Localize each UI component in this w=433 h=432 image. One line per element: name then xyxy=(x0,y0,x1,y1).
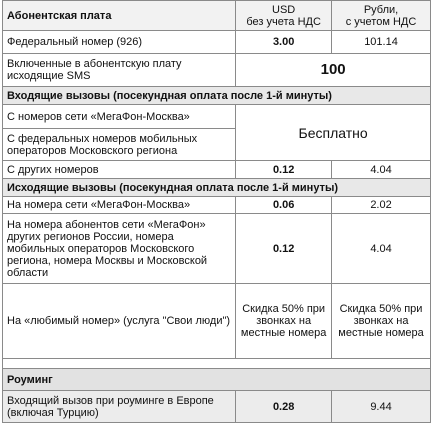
incoming-megafon-row xyxy=(3,105,431,129)
federal-rub: 101.14 xyxy=(332,31,431,54)
outgoing-regions-row xyxy=(3,214,431,284)
outgoing-megafon-rub: 2.02 xyxy=(332,197,431,214)
favorite-label: На «любимый номер» (услуга "Свои люди") xyxy=(3,284,236,359)
federal-label: Федеральный номер (926) xyxy=(3,31,236,54)
header-row xyxy=(3,1,431,31)
header-title: Абонентская плата xyxy=(3,1,236,31)
incoming-other-usd: 0.12 xyxy=(236,161,332,179)
outgoing-section-title: Исходящие вызовы (посекундная оплата после 1-й минуты) xyxy=(3,179,431,197)
tariff-table xyxy=(2,0,431,423)
outgoing-section-row xyxy=(3,179,431,197)
incoming-section-row xyxy=(3,87,431,105)
incoming-megafon-label: С номеров сети «МегаФон-Москва» xyxy=(3,105,236,129)
incoming-other-row xyxy=(3,161,431,179)
favorite-row xyxy=(3,284,431,359)
federal-usd: 3.00 xyxy=(236,31,332,54)
spacer-row xyxy=(3,359,431,369)
header-usd-line1: USD xyxy=(272,3,296,16)
header-rub xyxy=(332,1,431,31)
incoming-other-label: С других номеров xyxy=(3,161,236,179)
outgoing-megafon-label: На номера сети «МегаФон-Москва» xyxy=(3,197,236,214)
roaming-incoming-rub: 9.44 xyxy=(332,391,431,423)
incoming-other-rub: 4.04 xyxy=(332,161,431,179)
outgoing-megafon-usd: 0.06 xyxy=(236,197,332,214)
roaming-section-title: Роуминг xyxy=(3,369,431,391)
outgoing-regions-usd: 0.12 xyxy=(236,214,332,284)
header-rub-line1: Рубли, xyxy=(363,3,399,16)
outgoing-regions-rub: 4.04 xyxy=(332,214,431,284)
federal-row xyxy=(3,31,431,54)
favorite-rub: Скидка 50% при звонках на местные номера xyxy=(332,284,431,359)
sms-value: 100 xyxy=(236,54,431,87)
sms-label: Включенные в абонентскую плату исходящие SMS xyxy=(3,54,236,87)
roaming-incoming-row xyxy=(3,391,431,423)
header-usd-line2: без учета НДС xyxy=(246,15,321,28)
outgoing-megafon-row xyxy=(3,197,431,214)
header-rub-line2: с учетом НДС xyxy=(345,15,417,28)
sms-row xyxy=(3,54,431,87)
spacer-cell xyxy=(3,359,431,369)
incoming-section-title: Входящие вызовы (посекундная оплата после 1-й минуты) xyxy=(3,87,431,105)
roaming-incoming-label: Входящий вызов при роуминге в Европе (включая Турцию) xyxy=(3,391,236,423)
roaming-section-row xyxy=(3,369,431,391)
incoming-free-value: Бесплатно xyxy=(236,105,431,161)
roaming-incoming-usd: 0.28 xyxy=(236,391,332,423)
header-usd xyxy=(236,1,332,31)
incoming-federal-label: С федеральных номеров мобильных операторов Московского региона xyxy=(3,129,236,161)
favorite-usd: Скидка 50% при звонках на местные номера xyxy=(236,284,332,359)
outgoing-regions-label: На номера абонентов сети «МегаФон» других регионов России, номера мобильных операторов Московского региона, номера Москвы и Московской области xyxy=(3,214,236,284)
